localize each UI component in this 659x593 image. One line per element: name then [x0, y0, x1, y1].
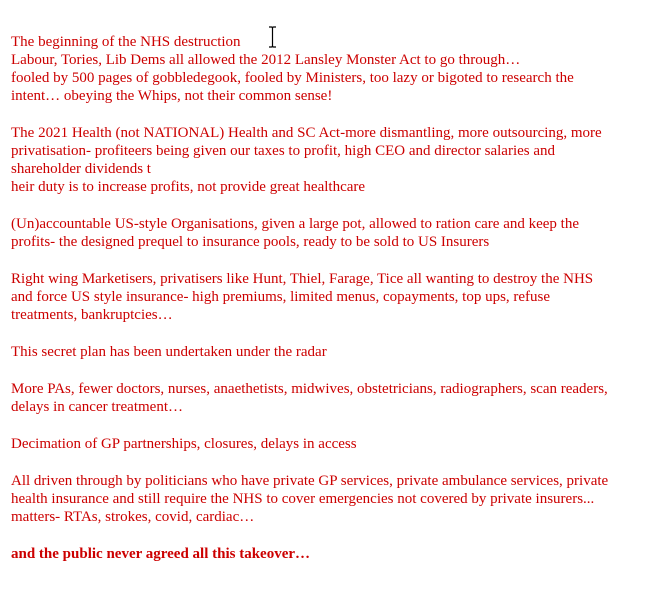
paragraph-line: delays in cancer treatment…	[11, 399, 184, 415]
paragraph-line: The beginning of the NHS destruction	[11, 34, 241, 50]
paragraph-line: profits- the designed prequel to insurance pools, ready to be sold to US Insurers	[11, 234, 490, 250]
paragraph-line: fooled by 500 pages of gobbledegook, fooled by Ministers, too lazy or bigoted to research the	[11, 70, 574, 86]
paragraph-line: intent… obeying the Whips, not their common sense!	[11, 88, 333, 104]
document-body[interactable]	[11, 33, 651, 582]
paragraph-line: health insurance and still require the NHS to cover emergencies not covered by private insurers...	[11, 491, 595, 507]
paragraph-line: Labour, Tories, Lib Dems all allowed the 2012 Lansley Monster Act to go through…	[11, 52, 521, 68]
paragraph-line: shareholder dividends t	[11, 161, 151, 177]
closing-statement	[11, 545, 651, 563]
paragraph-1	[11, 33, 651, 105]
paragraph-line: and the public never agreed all this takeover…	[11, 546, 311, 562]
paragraph-line: privatisation- profiteers being given our taxes to profit, high CEO and director salaries and	[11, 143, 556, 159]
paragraph-line: heir duty is to increase profits, not provide great healthcare	[11, 179, 366, 195]
paragraph-3	[11, 215, 651, 251]
paragraph-4	[11, 270, 651, 324]
text-cursor-icon	[268, 26, 277, 48]
paragraph-8	[11, 472, 651, 526]
paragraph-7	[11, 435, 651, 453]
paragraph-5	[11, 343, 651, 361]
paragraph-line: All driven through by politicians who have private GP services, private ambulance services, private	[11, 473, 609, 489]
paragraph-6	[11, 380, 651, 416]
paragraph-line: (Un)accountable US-style Organisations, given a large pot, allowed to ration care and keep the	[11, 216, 580, 232]
paragraph-line: More PAs, fewer doctors, nurses, anaethetists, midwives, obstetricians, radiographers, scan readers,	[11, 381, 608, 397]
paragraph-line: treatments, bankruptcies…	[11, 307, 173, 323]
paragraph-line: matters- RTAs, strokes, covid, cardiac…	[11, 509, 255, 525]
paragraph-line: This secret plan has been undertaken under the radar	[11, 344, 327, 360]
paragraph-line: and force US style insurance- high premiums, limited menus, copayments, top ups, refuse	[11, 289, 551, 305]
paragraph-line: The 2021 Health (not NATIONAL) Health and SC Act-more dismantling, more outsourcing, more	[11, 125, 602, 141]
paragraph-line: Decimation of GP partnerships, closures, delays in access	[11, 436, 357, 452]
paragraph-line: Right wing Marketisers, privatisers like Hunt, Thiel, Farage, Tice all wanting to destroy the NHS	[11, 271, 594, 287]
paragraph-2	[11, 124, 651, 196]
